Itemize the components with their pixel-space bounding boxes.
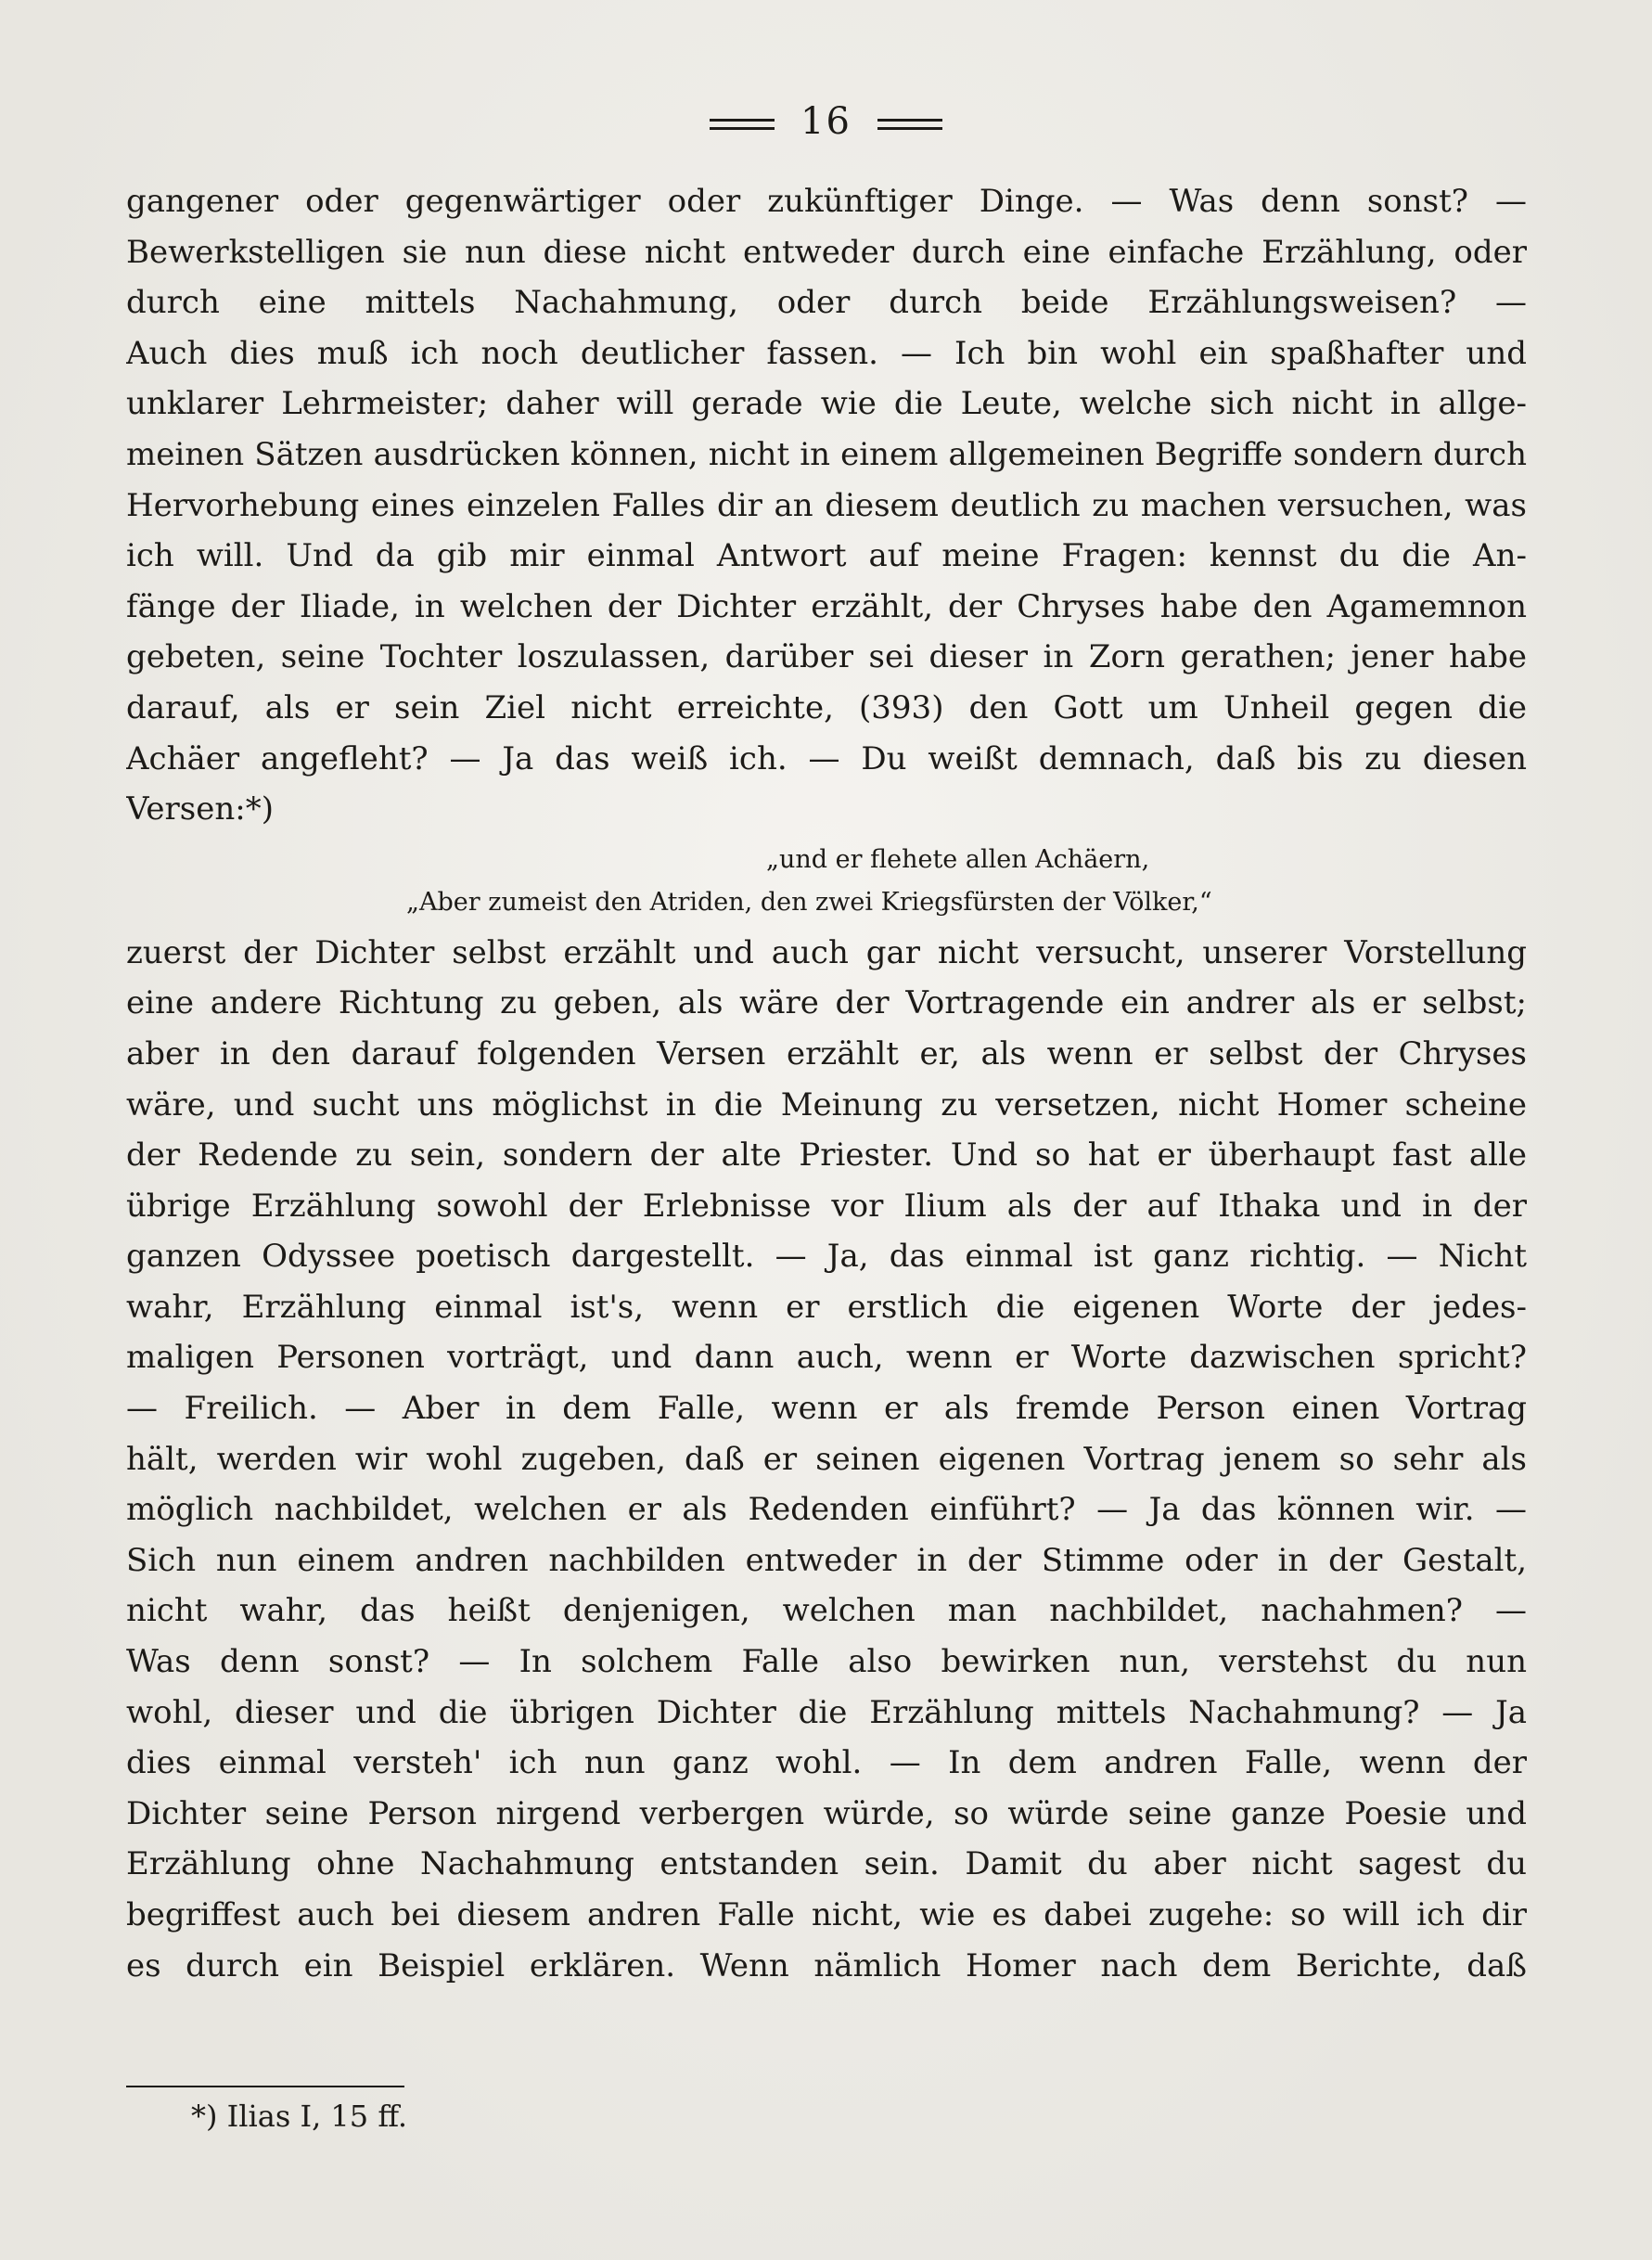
text-line: Hervorhebung eines einzelen Falles dir an diesem deutlich zu machen versuchen, was [126,486,1527,524]
text-line: wahr, Erzählung einmal ist's, wenn er erstlich die eigenen Worte der jedes- [126,1288,1527,1326]
text-line: wäre, und sucht uns möglichst in die Meinung zu versetzen, nicht Homer scheine [126,1085,1527,1124]
text-line: eine andere Richtung zu geben, als wäre der Vortragende ein andrer als er selbst; [126,984,1527,1022]
page-header [0,100,1652,143]
text-line: darauf, als er sein Ziel nicht erreichte, (393) den Gott um Unheil gegen die [126,688,1527,726]
verse-line: „Aber zumeist den Atriden, den zwei Kriegsfürsten der Völker,“ [406,887,1212,917]
text-line: maligen Personen vorträgt, und dann auch, wenn er Worte dazwischen spricht? [126,1339,1527,1377]
text-line: Versen:*) [126,790,274,828]
text-line: Dichter seine Person nirgend verbergen würde, so würde seine ganze Poesie und [126,1794,1527,1832]
text-line: Bewerkstelligen sie nun diese nicht entweder durch eine einfache Erzählung, oder [126,233,1527,271]
text-line: fänge der Iliade, in welchen der Dichter erzählt, der Chryses habe den Agamemnon [126,587,1527,625]
text-line: Sich nun einem andren nachbilden entweder in der Stimme oder in der Gestalt, [126,1541,1527,1579]
text-line: hält, werden wir wohl zugeben, daß er seinen eigenen Vortrag jenem so sehr als [126,1440,1527,1478]
text-line: ich will. Und da gib mir einmal Antwort auf meine Fragen: kennst du die An- [126,537,1527,575]
text-line: nicht wahr, das heißt denjenigen, welchen man nachbildet, nachahmen? — [126,1592,1527,1630]
text-line: zuerst der Dichter selbst erzählt und auch gar nicht versucht, unserer Vorstellung [126,933,1527,971]
text-line: — Freilich. — Aber in dem Falle, wenn er als fremde Person einen Vortrag [126,1390,1527,1428]
text-line: wohl, dieser und die übrigen Dichter die Erzählung mittels Nachahmung? — Ja [126,1693,1527,1731]
text-line: gangener oder gegenwärtiger oder zukünftiger Dinge. — Was denn sonst? — [126,183,1527,220]
text-line: durch eine mittels Nachahmung, oder durch beide Erzählungsweisen? — [126,284,1527,322]
header-rule-left [710,119,775,130]
main-text [126,176,1527,1991]
footnote: *) Ilias I, 15 ff. [191,2099,408,2134]
text-line: möglich nachbildet, welchen er als Redenden einführt? — Ja das können wir. — [126,1491,1527,1529]
text-line: es durch ein Beispiel erklären. Wenn nämlich Homer nach dem Berichte, daß [126,1946,1527,1984]
text-line: gebeten, seine Tochter loszulassen, darüber sei dieser in Zorn gerathen; jener habe [126,638,1527,676]
verse-quote [126,839,1527,924]
text-line: der Redende zu sein, sondern der alte Priester. Und so hat er überhaupt fast alle [126,1136,1527,1175]
verse-line: „und er flehete allen Achäern, [766,844,1150,874]
header-rule-right [877,119,942,130]
text-line: Was denn sonst? — In solchem Falle also bewirken nun, verstehst du nun [126,1643,1527,1681]
text-line: meinen Sätzen ausdrücken können, nicht in einem allgemeinen Begriffe sondern durch [126,435,1527,473]
text-line: ganzen Odyssee poetisch dargestellt. — Ja, das einmal ist ganz richtig. — Nicht [126,1238,1527,1276]
text-line: unklarer Lehrmeister; daher will gerade wie die Leute, welche sich nicht in allge- [126,385,1527,423]
text-line: aber in den darauf folgenden Versen erzählt er, als wenn er selbst der Chryses [126,1034,1527,1072]
text-line: Achäer angefleht? — Ja das weiß ich. — Du weißt demnach, daß bis zu diesen [126,739,1527,777]
text-line: Auch dies muß ich noch deutlicher fassen. — Ich bin wohl ein spaßhafter und [126,334,1527,372]
footnote-divider [126,2086,404,2087]
text-line: dies einmal versteh' ich nun ganz wohl. — In dem andren Falle, wenn der [126,1744,1527,1782]
text-line: begriffest auch bei diesem andren Falle nicht, wie es dabei zugehe: so will ich dir [126,1896,1527,1933]
text-line: übrige Erzählung sowohl der Erlebnisse vor Ilium als der auf Ithaka und in der [126,1187,1527,1225]
page-number: 16 [800,100,852,143]
text-line: Erzählung ohne Nachahmung entstanden sein. Damit du aber nicht sagest du [126,1845,1527,1883]
